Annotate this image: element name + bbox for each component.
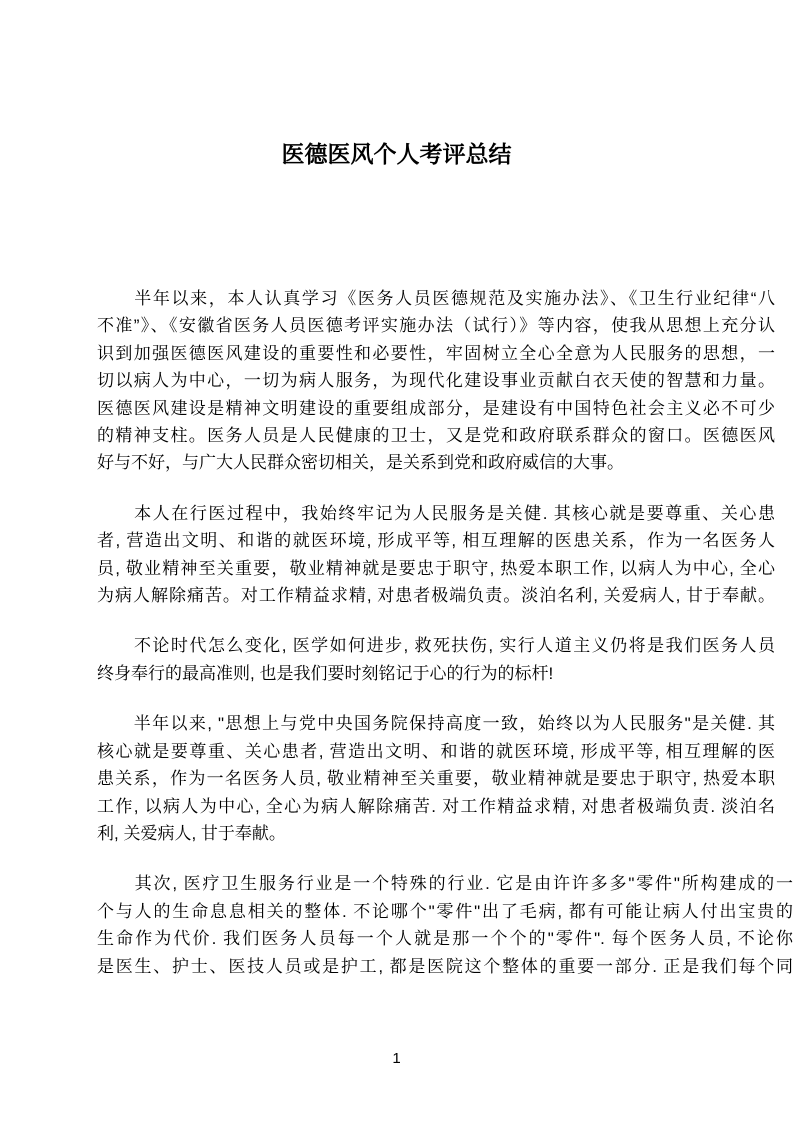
text-line: 为病人解除痛苦。对工作精益求精, 对患者极端负责。淡泊名利, 关爱病人, 甘于奉献。 <box>97 586 775 606</box>
paragraph <box>97 500 775 610</box>
text-line: 识到加强医德医风建设的重要性和必要性，牢固树立全心全意为人民服务的思想，一 <box>97 343 775 363</box>
document-body <box>97 285 793 1003</box>
text-line: 不准”》、《安徽省医务人员医德考评实施办法（试行）》等内容，使我从思想上充分认 <box>97 316 775 336</box>
paragraph <box>97 632 775 687</box>
text-line: 半年以来，本人认真学习《医务人员医德规范及实施办法》、《卫生行业纪律“八 <box>97 289 775 308</box>
text-line: 者, 营造出文明、和谐的就医环境, 形成平等, 相互理解的医患关系，作为一名医务人 <box>97 531 775 551</box>
text-line: 是医生、护士、医技人员或是护工, 都是医院这个整体的重要一部分. 正是我们每个同 <box>97 956 793 976</box>
text-line: 生命作为代价. 我们医务人员每一个人就是那一个个的"零件". 每个医务人员, 不论你 <box>97 929 793 949</box>
text-line: 其次, 医疗卫生服务行业是一个特殊的行业. 它是由许许多多"零件"所构建成的一 <box>97 874 793 894</box>
text-line: 利, 关爱病人, 甘于奉献。 <box>97 823 286 843</box>
text-line: 终身奉行的最高准则, 也是我们要时刻铭记于心的行为的标杆! <box>97 663 554 683</box>
page-number: 1 <box>392 1050 401 1067</box>
paragraph <box>97 870 793 980</box>
text-line: 工作, 以病人为中心, 全心为病人解除痛苦. 对工作精益求精, 对患者极端负责. 淡泊名 <box>97 796 775 816</box>
text-line: 半年以来, "思想上与党中央国务院保持高度一致，始终以为人民服务"是关健. 其 <box>97 714 775 734</box>
text-line: 患关系，作为一名医务人员, 敬业精神至关重要，敬业精神就是要忠于职守, 热爱本职 <box>97 769 775 789</box>
text-line: 的精神支柱。医务人员是人民健康的卫士，又是党和政府联系群众的窗口。医德医风 <box>97 426 775 446</box>
text-line: 个与人的生命息息相关的整体. 不论哪个"零件"出了毛病, 都有可能让病人付出宝贵的 <box>97 901 793 921</box>
text-line: 好与不好，与广大人民群众密切相关，是关系到党和政府威信的大事。 <box>97 453 624 473</box>
text-line: 不论时代怎么变化, 医学如何进步, 救死扶伤, 实行人道主义仍将是我们医务人员 <box>97 636 775 656</box>
paragraph <box>97 710 775 847</box>
text-line: 核心就是要尊重、关心患者, 营造出文明、和谐的就医环境, 形成平等, 相互理解的医 <box>97 741 775 761</box>
document-title: 医德医风个人考评总结 <box>281 141 512 167</box>
text-line: 切以病人为中心，一切为病人服务，为现代化建设事业贡献白衣天使的智慧和力量。 <box>97 371 775 391</box>
paragraph <box>97 285 775 477</box>
text-line: 本人在行医过程中，我始终牢记为人民服务是关健. 其核心就是要尊重、关心患 <box>97 503 775 523</box>
text-line: 医德医风建设是精神文明建设的重要组成部分，是建设有中国特色社会主义必不可少 <box>97 398 775 418</box>
text-line: 员, 敬业精神至关重要，敬业精神就是要忠于职守, 热爱本职工作, 以病人为中心, 全心 <box>97 558 775 578</box>
